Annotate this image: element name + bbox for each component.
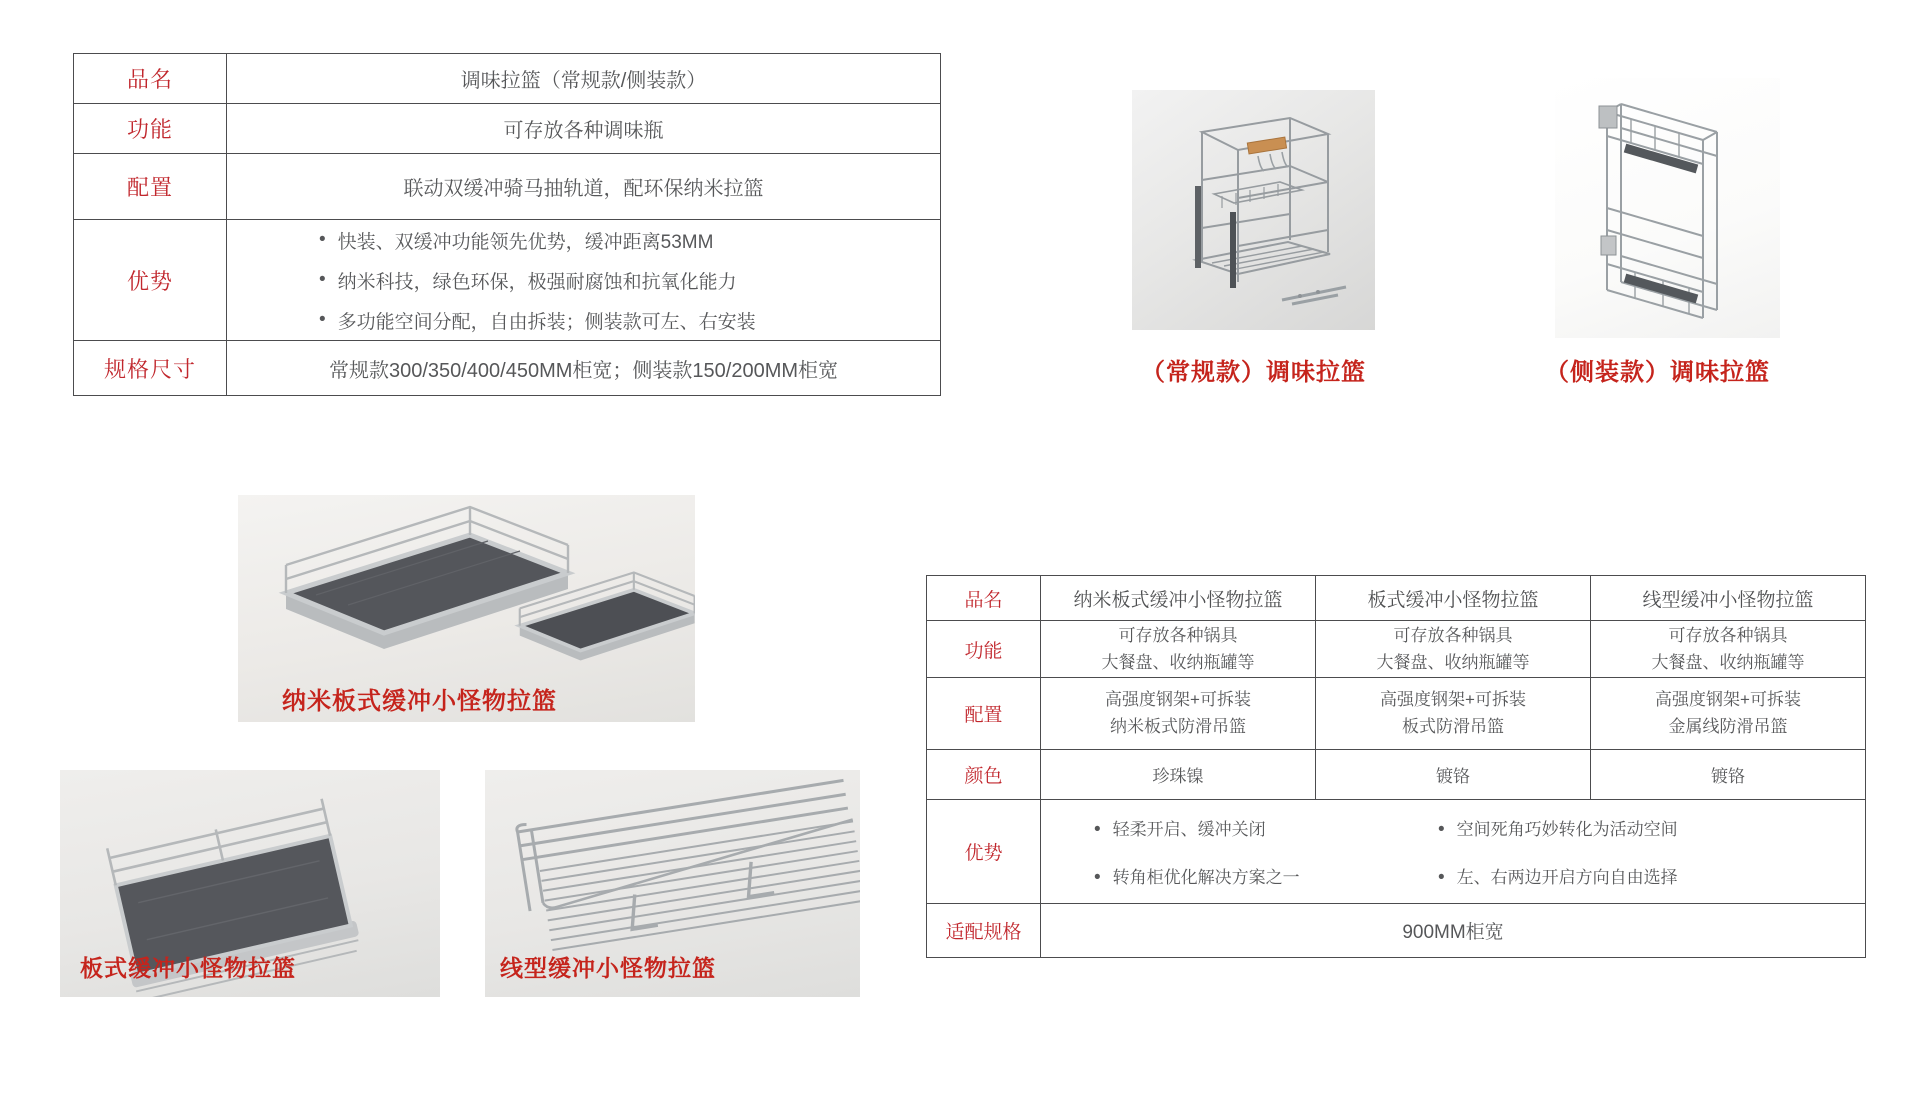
table2-config-nano [1041,678,1316,750]
table1-label-name: 品名 [74,54,227,104]
advantage-column-right [1438,815,1678,889]
config-line: 板式防滑吊篮 [1402,717,1504,736]
monster-basket-compare-table [926,575,1866,958]
table2-product-wire: 线型缓冲小怪物拉篮 [1591,576,1866,621]
table1-label-config: 配置 [74,154,227,220]
table1-value-name: 调味拉篮（常规款/侧装款） [227,54,941,104]
table2-product-board: 板式缓冲小怪物拉篮 [1316,576,1591,621]
table1-value-config: 联动双缓冲骑马抽轨道，配环保纳米拉篮 [227,154,941,220]
table1-value-size: 常规款300/350/400/450MM柜宽；侧装款150/200MM柜宽 [227,341,941,396]
table2-product-nano: 纳米板式缓冲小怪物拉篮 [1041,576,1316,621]
spice-rack-regular-drawing [1132,90,1375,330]
function-line: 大餐盘、收纳瓶罐等 [1376,652,1530,672]
spice-rack-side-drawing [1555,78,1780,338]
nano-board-basket-photo [238,495,695,722]
table2-color-nano: 珍珠镍 [1041,750,1316,800]
table1-label-size: 规格尺寸 [74,341,227,396]
regular-spice-basket-photo [1132,90,1375,330]
advantage-item: • 轻柔开启、缓冲关闭 [1094,815,1266,841]
table2-advantage-cell [1041,800,1866,904]
advantage-item: • 快装、双缓冲功能领先优势，缓冲距离53MM [319,227,713,254]
table1-label-function: 功能 [74,104,227,154]
function-line: 可存放各种锅具 [1118,625,1238,645]
table2-label-function: 功能 [927,621,1041,678]
function-line: 可存放各种锅具 [1668,625,1788,645]
table2-function-wire [1591,621,1866,678]
function-line: 可存放各种锅具 [1393,625,1513,645]
advantage-item: • 纳米科技，绿色环保，极强耐腐蚀和抗氧化能力 [319,267,737,294]
table1-value-function: 可存放各种调味瓶 [227,104,941,154]
table2-function-nano [1041,621,1316,678]
wire-basket-caption: 线型缓冲小怪物拉篮 [500,955,716,981]
table2-label-color: 颜色 [927,750,1041,800]
table2-config-board [1316,678,1591,750]
config-line: 纳米板式防滑吊篮 [1110,717,1246,736]
table2-label-config: 配置 [927,678,1041,750]
config-line: 金属线防滑吊篮 [1668,717,1788,736]
board-basket-caption: 板式缓冲小怪物拉篮 [80,955,296,981]
table1-label-advantage: 优势 [74,220,227,341]
nano-basket-caption: 纳米板式缓冲小怪物拉篮 [282,688,557,715]
table2-config-wire [1591,678,1866,750]
table2-label-advantage: 优势 [927,800,1041,904]
spice-basket-spec-table [73,53,941,396]
advantage-item: • 转角柜优化解决方案之一 [1094,863,1300,889]
table2-label-name: 品名 [927,576,1041,621]
table2-color-wire: 镀铬 [1591,750,1866,800]
table2-function-board [1316,621,1591,678]
table2-color-board: 镀铬 [1316,750,1591,800]
table2-label-spec: 适配规格 [927,904,1041,958]
wire-buffer-basket-photo [485,770,860,997]
side-mount-spice-basket-photo [1555,78,1780,338]
table2-spec-value: 900MM柜宽 [1041,904,1866,958]
config-line: 高强度钢架+可拆装 [1105,690,1251,709]
board-buffer-basket-photo [60,770,440,997]
advantage-item: • 多功能空间分配，自由拆装；侧装款可左、右安装 [319,307,756,334]
config-line: 高强度钢架+可拆装 [1655,690,1801,709]
function-line: 大餐盘、收纳瓶罐等 [1101,652,1255,672]
regular-basket-caption: （常规款）调味拉篮 [1141,359,1366,386]
advantage-item: • 左、右两边开启方向自由选择 [1438,863,1678,889]
advantage-column-left [1094,815,1300,889]
table1-advantage-list [227,220,941,341]
function-line: 大餐盘、收纳瓶罐等 [1651,652,1805,672]
advantage-item: • 空间死角巧妙转化为活动空间 [1438,815,1678,841]
config-line: 高强度钢架+可拆装 [1380,690,1526,709]
side-basket-caption: （侧装款）调味拉篮 [1545,359,1770,386]
